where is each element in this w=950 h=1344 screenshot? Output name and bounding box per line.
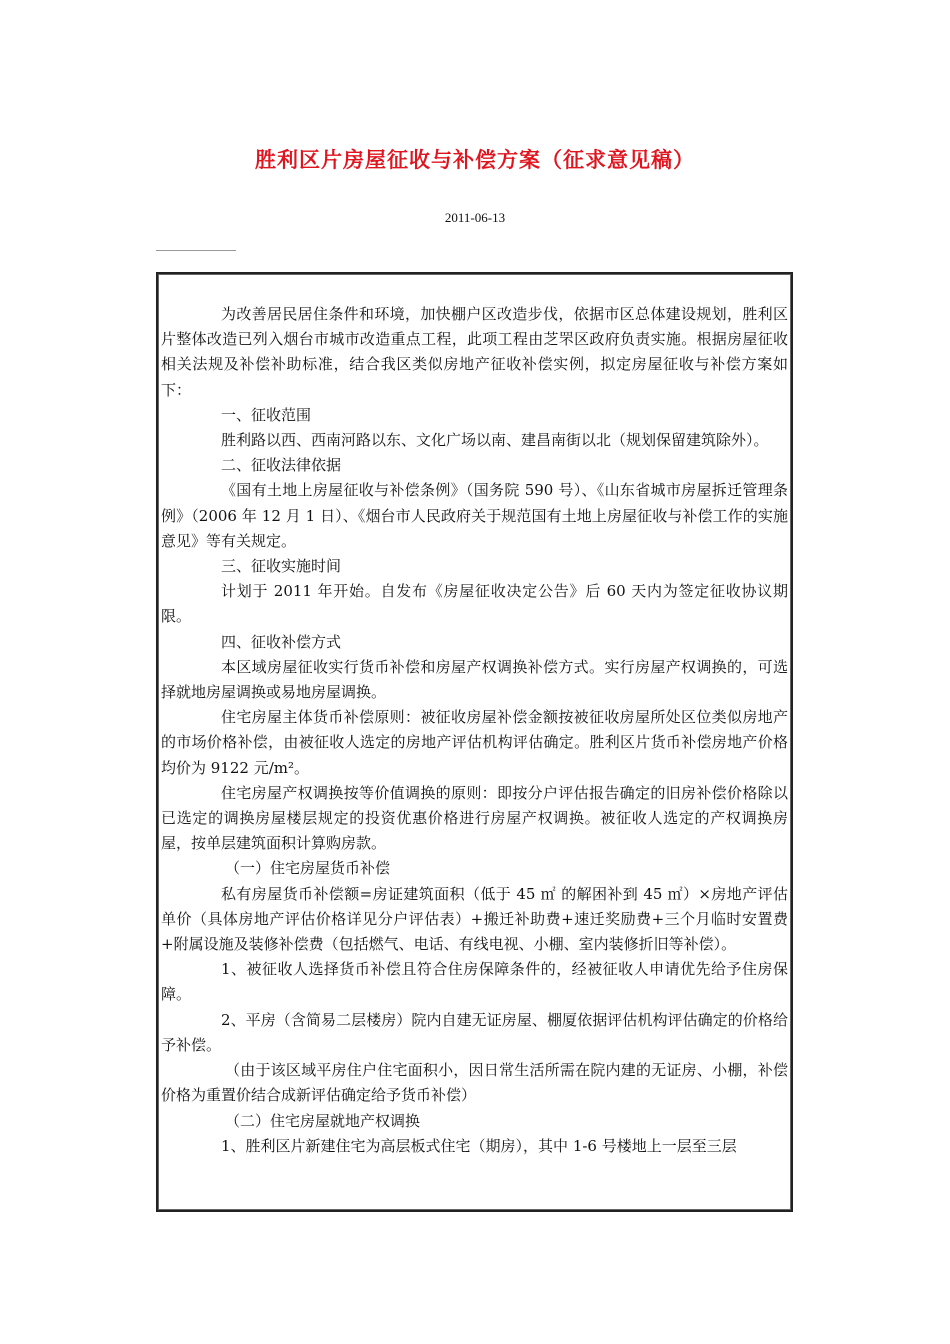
intro-paragraph: 为改善居民居住条件和环境，加快棚户区改造步伐，依据市区总体建设规划，胜利区片整体改造已列入烟台市城市改造重点工程，此项工程由芝罘区政府负责实施。根据房屋征收相关法规及补偿补助标准，结合我区类似房地产征收补偿实例，拟定房屋征收与补偿方案如下： [161, 305, 788, 399]
item-2-paragraph: 2、平房（含简易二层楼房）院内自建无证房屋、棚厦依据评估机构评估确定的价格给予补偿。 [161, 1010, 788, 1054]
section-heading-schedule: 三、征收实施时间 [221, 557, 342, 576]
exchange-item-1-paragraph: 1、胜利区片新建住宅为高层板式住宅（期房），其中 1-6 号楼地上一层至三层 [221, 1136, 737, 1155]
document-body [161, 302, 788, 1159]
scope-paragraph: 胜利路以西、西南河路以东、文化广场以南、建昌南街以北（规划保留建筑除外）。 [221, 431, 769, 450]
document-title: 胜利区片房屋征收与补偿方案（征求意见稿） [255, 148, 695, 172]
compensation-method-paragraph: 本区域房屋征收实行货币补偿和房屋产权调换补偿方式。实行房屋产权调换的，可选择就地房屋调换或易地房屋调换。 [161, 657, 788, 702]
section-heading-scope: 一、征收范围 [221, 405, 312, 424]
legal-basis-paragraph: 《国有土地上房屋征收与补偿条例》（国务院 590 号）、《山东省城市房屋拆迁管理条例》（2006 年 12 月 1 日）、《烟台市人民政府关于规范国有土地上房屋征收与补偿工作的实施意见》等有关规定。 [161, 481, 788, 550]
subheading-exchange: （二）住宅房屋就地产权调换 [225, 1111, 421, 1130]
schedule-paragraph: 计划于 2011 年开始。自发布《房屋征收决定公告》后 60 天内为签定征收协议期限。 [161, 582, 788, 626]
exchange-principle-paragraph: 住宅房屋产权调换按等价值调换的原则：即按分户评估报告确定的旧房补偿价格除以已选定的调换房屋楼层规定的投资优惠价格进行房屋产权调换。被征收人选定的产权调换房屋，按单层建筑面积计算购房款。 [161, 783, 788, 853]
publish-date: 2011-06-13 [444, 210, 506, 225]
section-heading-legal-basis: 二、征收法律依据 [221, 456, 342, 475]
monetary-principle-paragraph: 住宅房屋主体货币补偿原则：被征收房屋补偿金额按被征收房屋所处区位类似房地产的市场价格补偿，由被征收人选定的房地产评估机构评估确定。胜利区片货币补偿房地产价格均价为 9122 元/m²。 [161, 708, 788, 777]
monetary-formula-paragraph: 私有房屋货币补偿额=房证建筑面积（低于 45 ㎡ 的解困补到 45 ㎡）×房地产评估单价（具体房地产评估价格详见分户评估表）+搬迁补助费+速迁奖励费+三个月临时安置费+附属设施及装修补偿费（包括燃气、电话、有线电视、小棚、室内装修折旧等补偿）。 [161, 884, 788, 954]
section-heading-compensation: 四、征收补偿方式 [221, 632, 342, 651]
separator-line [156, 250, 236, 251]
note-paragraph: （由于该区域平房住户住宅面积小，因日常生活所需在院内建的无证房、小棚，补偿价格为重置价结合成新评估确定给予货币补偿） [161, 1061, 788, 1105]
subheading-monetary: （一）住宅房屋货币补偿 [225, 859, 391, 878]
content-frame [156, 272, 793, 1212]
item-1-paragraph: 1、被征收人选择货币补偿且符合住房保障条件的，经被征收人申请优先给予住房保障。 [161, 960, 788, 1004]
